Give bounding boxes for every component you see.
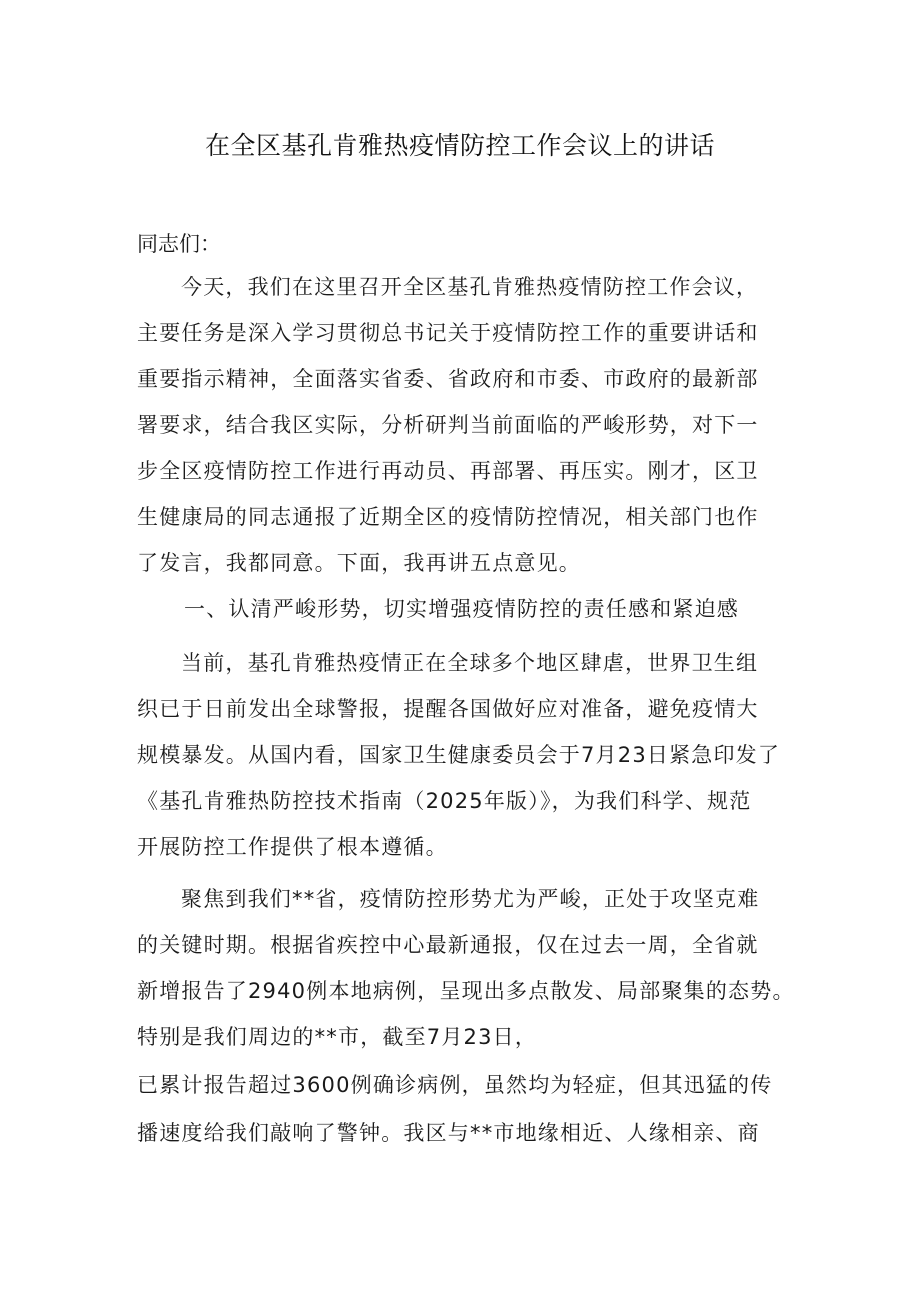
paragraph-line: 主要任务是深入学习贯彻总书记关于疫情防控工作的重要讲话和 <box>137 321 759 345</box>
paragraph-line: 步全区疫情防控工作进行再动员、再部署、再压实。刚才，区卫 <box>137 459 759 483</box>
paragraph-line: 当前，基孔肯雅热疫情正在全球多个地区肆虐，世界卫生组 <box>181 651 759 675</box>
paragraph-line: 重要指示精神，全面落实省委、省政府和市委、市政府的最新部 <box>137 367 759 391</box>
paragraph-line: 织已于日前发出全球警报，提醒各国做好应对准备，避免疫情大 <box>137 697 759 721</box>
paragraph-line: 已累计报告超过3600例确诊病例，虽然均为轻症，但其迅猛的传 <box>137 1073 773 1097</box>
paragraph-line: 规模暴发。从国内看，国家卫生健康委员会于7月23日紧急印发了 <box>137 743 781 767</box>
paragraph-line: 今天，我们在这里召开全区基孔肯雅热疫情防控工作会议， <box>181 275 759 299</box>
paragraph-line: 特别是我们周边的**市，截至7月23日， <box>137 1025 538 1049</box>
paragraph-line: 新增报告了2940例本地病例，呈现出多点散发、局部聚集的态势。 <box>137 979 795 1003</box>
paragraph-line: 播速度给我们敲响了警钟。我区与**市地缘相近、人缘相亲、商 <box>137 1121 760 1145</box>
paragraph-line: 生健康局的同志通报了近期全区的疫情防控情况，相关部门也作 <box>137 505 759 529</box>
paragraph-line: 署要求，结合我区实际，分析研判当前面临的严峻形势，对下一 <box>137 413 759 437</box>
document-title: 在全区基孔肯雅热疫情防控工作会议上的讲话 <box>204 131 715 160</box>
paragraph-line: 了发言，我都同意。下面，我再讲五点意见。 <box>137 551 581 575</box>
salutation: 同志们： <box>137 232 221 256</box>
paragraph-line: 聚焦到我们**省，疫情防控形势尤为严峻，正处于攻坚克难 <box>181 887 760 911</box>
paragraph-line: 《基孔肯雅热防控技术指南（2025年版）》，为我们科学、规范 <box>137 789 752 813</box>
paragraph-line: 的关键时期。根据省疾控中心最新通报，仅在过去一周，全省就 <box>137 933 759 957</box>
section-heading: 一、认清严峻形势，切实增强疫情防控的责任感和紧迫感 <box>184 597 739 621</box>
paragraph-line: 开展防控工作提供了根本遵循。 <box>137 835 448 859</box>
